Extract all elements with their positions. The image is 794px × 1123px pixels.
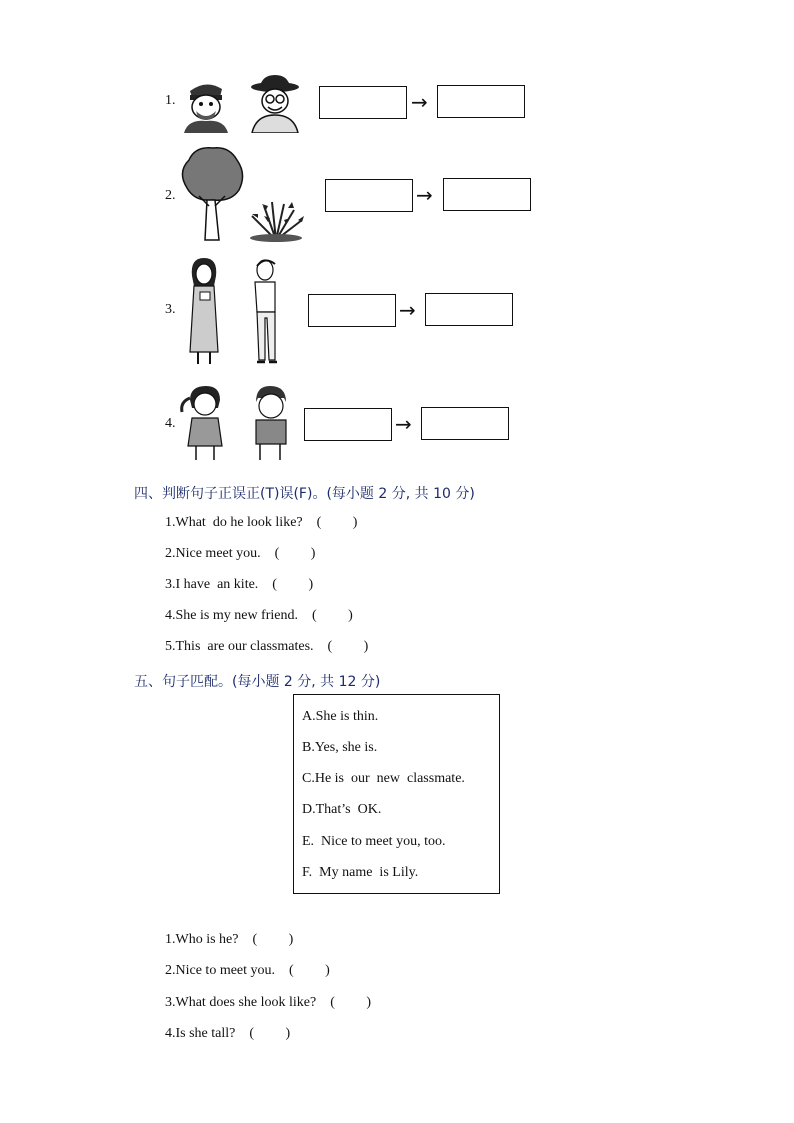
match-question: 2.Nice to meet you. ( ) (165, 963, 330, 978)
question-line: 4.She is my new friend. ( ) (165, 608, 353, 623)
match-question: 4.Is she tall? ( ) (165, 1026, 291, 1041)
section-4-heading: 四、判断句子正误正(T)误(F)。(每小题 2 分, 共 10 分) (134, 486, 475, 502)
match-question: 1.Who is he? ( ) (165, 932, 294, 947)
options-box (293, 694, 500, 894)
answer-box[interactable] (304, 408, 392, 441)
option-d: D.That’s OK. (302, 802, 382, 817)
question-line: 1.What do he look like? ( ) (165, 515, 358, 530)
question-line: 5.This are our classmates. ( ) (165, 639, 369, 654)
answer-box[interactable] (421, 407, 509, 440)
item-number: 2. (165, 188, 176, 203)
man-icon (251, 258, 283, 366)
woman-icon (186, 256, 222, 366)
option-e: E. Nice to meet you, too. (302, 834, 446, 849)
option-a: A.She is thin. (302, 709, 379, 724)
girl-icon (178, 384, 232, 462)
arrow-icon: → (411, 90, 428, 114)
arrow-icon: → (395, 412, 412, 436)
answer-box[interactable] (437, 85, 525, 118)
arrow-icon: → (399, 298, 416, 322)
option-b: B.Yes, she is. (302, 740, 378, 755)
tree-icon (177, 144, 247, 242)
old-man-icon (180, 77, 232, 133)
answer-box[interactable] (443, 178, 531, 211)
bush-icon (244, 198, 308, 242)
answer-box[interactable] (325, 179, 413, 212)
item-number: 3. (165, 302, 176, 317)
match-question: 3.What does she look like? ( ) (165, 995, 372, 1010)
answer-box[interactable] (425, 293, 513, 326)
item-number: 4. (165, 416, 176, 431)
option-c: C.He is our new classmate. (302, 771, 465, 786)
answer-box[interactable] (308, 294, 396, 327)
option-f: F. My name is Lily. (302, 865, 419, 880)
question-line: 2.Nice meet you. ( ) (165, 546, 316, 561)
section-5-heading: 五、句子匹配。(每小题 2 分, 共 12 分) (134, 674, 381, 690)
item-number: 1. (165, 93, 176, 108)
boy-icon (248, 384, 294, 462)
answer-box[interactable] (319, 86, 407, 119)
arrow-icon: → (416, 183, 433, 207)
question-line: 3.I have an kite. ( ) (165, 577, 314, 592)
old-man-hat-icon (246, 73, 304, 133)
